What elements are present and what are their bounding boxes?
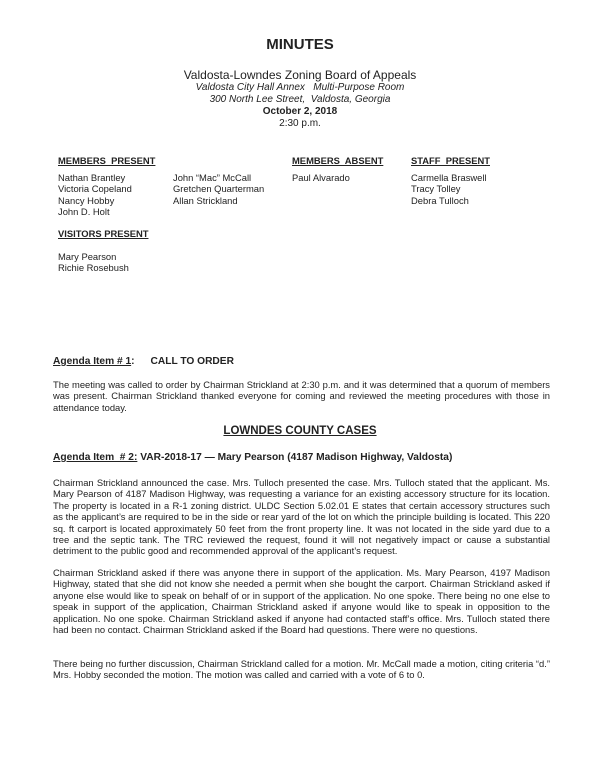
agenda-item-2-heading — [53, 452, 452, 463]
visitors-list — [58, 251, 129, 274]
agenda-item-1-title: CALL TO ORDER — [150, 356, 234, 367]
members-present-col2 — [173, 172, 264, 206]
section-heading: LOWNDES COUNTY CASES — [223, 425, 377, 437]
visitors-present-heading: VISITORS PRESENT — [58, 228, 149, 239]
visitor-name: Richie Rosebush — [58, 262, 129, 274]
call-to-order-paragraph: The meeting was called to order by Chairman Strickland at 2:30 p.m. and it was determined that a quorum of members was present. Chairman Strickland thanked everyone for coming and reviewed the meeting procedures with those in attendance today. — [53, 379, 550, 413]
public-hearing-paragraph: Chairman Strickland asked if there was anyone there in support of the application. Ms. Mary Pearson, 4197 Madison Highway, stated that she did not know she needed a permit when she bought the carport. Chairman Strickland asked if anyone else would like to speak on behalf of or in support of the application. No one spoke. There being no one else to speak in support of the application, Chairman Strickland asked if anyone would like to speak in opposition to the application. No one spoke. Chairman Strickland asked if anyone had contacted staff’s office. Mrs. Tulloch stated there had been no contact. Chairman Strickland asked if the Board had questions. There were no questions. — [53, 567, 550, 636]
member-name: Victoria Copeland — [58, 183, 132, 195]
members-present-heading: MEMBERS PRESENT — [58, 155, 156, 166]
members-present-col1 — [58, 172, 132, 217]
organization: Valdosta-Lowndes Zoning Board of Appeals — [183, 68, 417, 82]
meeting-time: 2:30 p.m. — [279, 118, 321, 129]
agenda-item-2-label: Agenda Item # 2: — [53, 452, 138, 463]
motion-paragraph: There being no further discussion, Chairman Strickland called for a motion. Mr. McCall made a motion, citing criteria “d.” Mrs. Hobby seconded the motion. The motion was called and carried with a vote of 6 to 0. — [53, 658, 550, 681]
member-name: John “Mac” McCall — [173, 172, 252, 183]
member-name: Paul Alvarado — [292, 172, 350, 183]
staff-present-heading: STAFF PRESENT — [411, 155, 490, 166]
agenda-item-2-title: VAR-2018-17 — Mary Pearson (4187 Madison Highway, Valdosta) — [140, 452, 453, 463]
agenda-item-1-colon: : — [131, 356, 135, 367]
page-title: MINUTES — [266, 36, 334, 53]
member-name: Allan Strickland — [173, 194, 238, 206]
meeting-date: October 2, 2018 — [262, 106, 338, 117]
member-name: Nancy Hobby — [58, 194, 115, 206]
agenda-item-1-heading — [53, 356, 234, 367]
meeting-location: Valdosta City Hall Annex Multi-Purpose Room — [195, 82, 405, 93]
members-absent-heading: MEMBERS ABSENT — [292, 155, 384, 166]
member-name: Gretchen Quarterman — [173, 183, 265, 195]
case-presentation-paragraph: Chairman Strickland announced the case. Mrs. Tulloch presented the case. Mrs. Tulloch stated that the applicant. Ms. Mary Pearson of 4187 Madison Highway, was requesting a variance for an existing accessory structure for its location. The property is located in a R-1 zoning district. ULDC Section 5.02.01 E states that certain accessory structures such as the applicant’s are required to be in the side or rear yard of the lot on which the principle building is located. This 220 sq. ft carport is located approximately 50 feet from the front property line. It was not located in the side yard due to a tree and the septic tank. The TRC reviewed the request, found it will not negatively impact or cause a substantial detriment to the public good and recommended approval of the applicant’s request. — [53, 477, 550, 557]
members-absent-list — [292, 172, 350, 183]
staff-name: Carmella Braswell — [411, 172, 487, 183]
member-name: John D. Holt — [58, 205, 110, 217]
agenda-item-1-label: Agenda Item # 1 — [53, 356, 132, 367]
staff-name: Tracy Tolley — [411, 183, 461, 195]
member-name: Nathan Brantley — [58, 172, 126, 183]
meeting-address: 300 North Lee Street, Valdosta, Georgia — [209, 94, 391, 105]
staff-name: Debra Tulloch — [411, 194, 469, 206]
staff-present-list — [411, 172, 487, 206]
visitor-name: Mary Pearson — [58, 251, 117, 262]
